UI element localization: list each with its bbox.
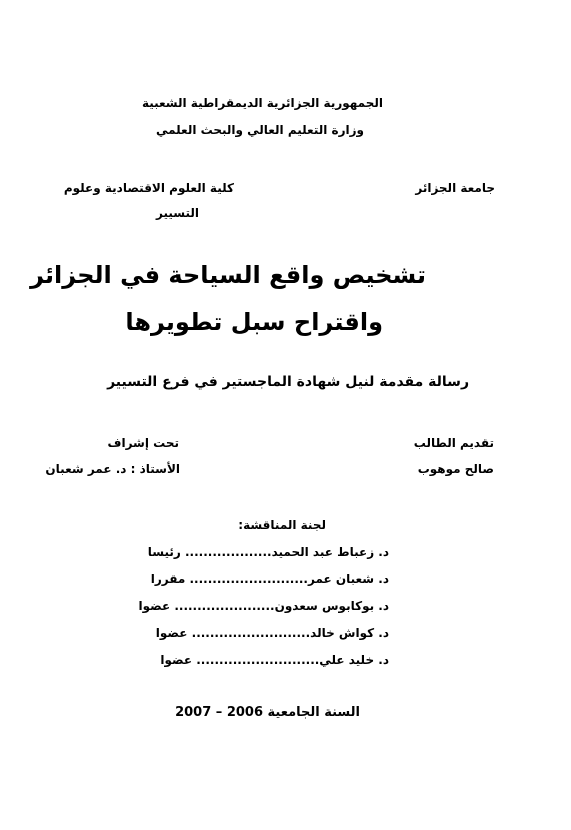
thesis-title-line2: واقتراح سبل تطويرها (125, 308, 383, 336)
jury-member: د. خليد علي........................... عضوا (160, 653, 389, 667)
republic-name: الجمهورية الجزائرية الديمقراطية الشعبية (141, 96, 383, 110)
university-name: جامعة الجزائر (415, 181, 495, 195)
jury-member: د. كواش خالد.......................... عضوا (155, 626, 389, 640)
jury-member: د. شعبان عمر.......................... مقررا (150, 572, 389, 586)
supervisor-name: الأستاذ : د. عمر شعبان (45, 462, 180, 476)
thesis-type: رسالة مقدمة لنيل شهادة الماجستير في فرع التسيير (107, 374, 469, 390)
jury-heading: لجنة المناقشة: (238, 518, 326, 532)
ministry-name: وزارة التعليم العالي والبحث العلمي (155, 123, 364, 137)
student-label: تقديم الطالب (413, 436, 494, 450)
supervisor-label: تحت إشراف (107, 436, 179, 450)
jury-member: د. زعباط عبد الحميد................... رئيسا (147, 545, 389, 559)
thesis-title-line1: تشخيص واقع السياحة في الجزائر (30, 261, 426, 289)
faculty-name-line1: كلية العلوم الاقتصادية وعلوم (63, 181, 234, 195)
jury-member: د. بوكابوس سعدون...................... عضوا (138, 599, 389, 613)
faculty-name-line2: التسيير (156, 206, 199, 220)
academic-year: السنة الجامعية 2006 – 2007 (175, 705, 360, 720)
student-name: صالح موهوب (417, 462, 494, 476)
